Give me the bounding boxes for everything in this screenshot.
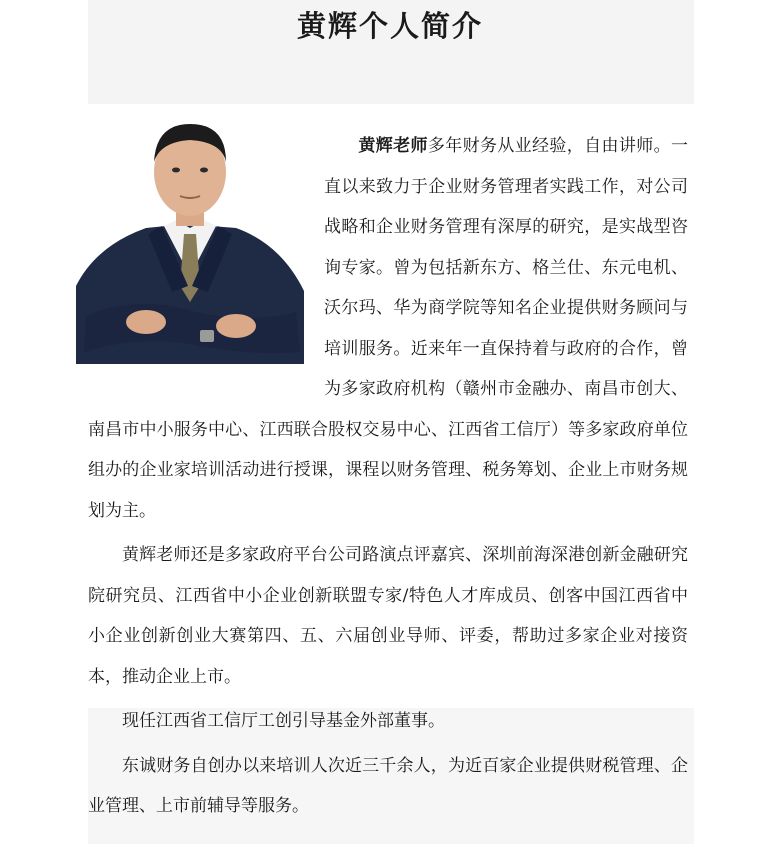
photo-float-spacer	[88, 126, 316, 370]
intro-paragraph-4: 东诚财务自创办以来培训人次近三千余人，为近百家企业提供财税管理、企业管理、上市前辅导等服务。	[88, 755, 688, 816]
intro-paragraph-3: 现任江西省工信厅工创引导基金外部董事。	[122, 711, 445, 731]
intro-paragraph-1-text: 多年财务从业经验，自由讲师。一直以来致力于企业财务管理者实践工作，对公司战略和企业财务管理有深厚的研究，是实战型咨询专家。曾为包括新东方、格兰仕、东元电机、沃尔玛、华为商学院等知名企业提供财务顾问与培训服务。近来年一直保持着与政府的合作，曾为多家政府机构（赣州市金融办、南昌市创大、南昌市中小服务中心、江西联合股权交易中心、江西省工信厅）等多家政府单位组办的企业家培训活动进行授课，课程以财务管理、税务筹划、企业上市财务规划为主。	[88, 136, 689, 521]
intro-paragraph-2: 黄辉老师还是多家政府平台公司路演点评嘉宾、深圳前海深港创新金融研究院研究员、江西省中小企业创新联盟专家/特色人才库成员、创客中国江西省中小企业创新创业大赛第四、五、六届创业导师、评委，帮助过多家企业对接资本，推动企业上市。	[88, 545, 688, 687]
page-title: 黄辉个人简介	[296, 9, 483, 43]
profile-text	[88, 126, 688, 827]
teacher-name: 黄辉老师	[358, 136, 428, 156]
